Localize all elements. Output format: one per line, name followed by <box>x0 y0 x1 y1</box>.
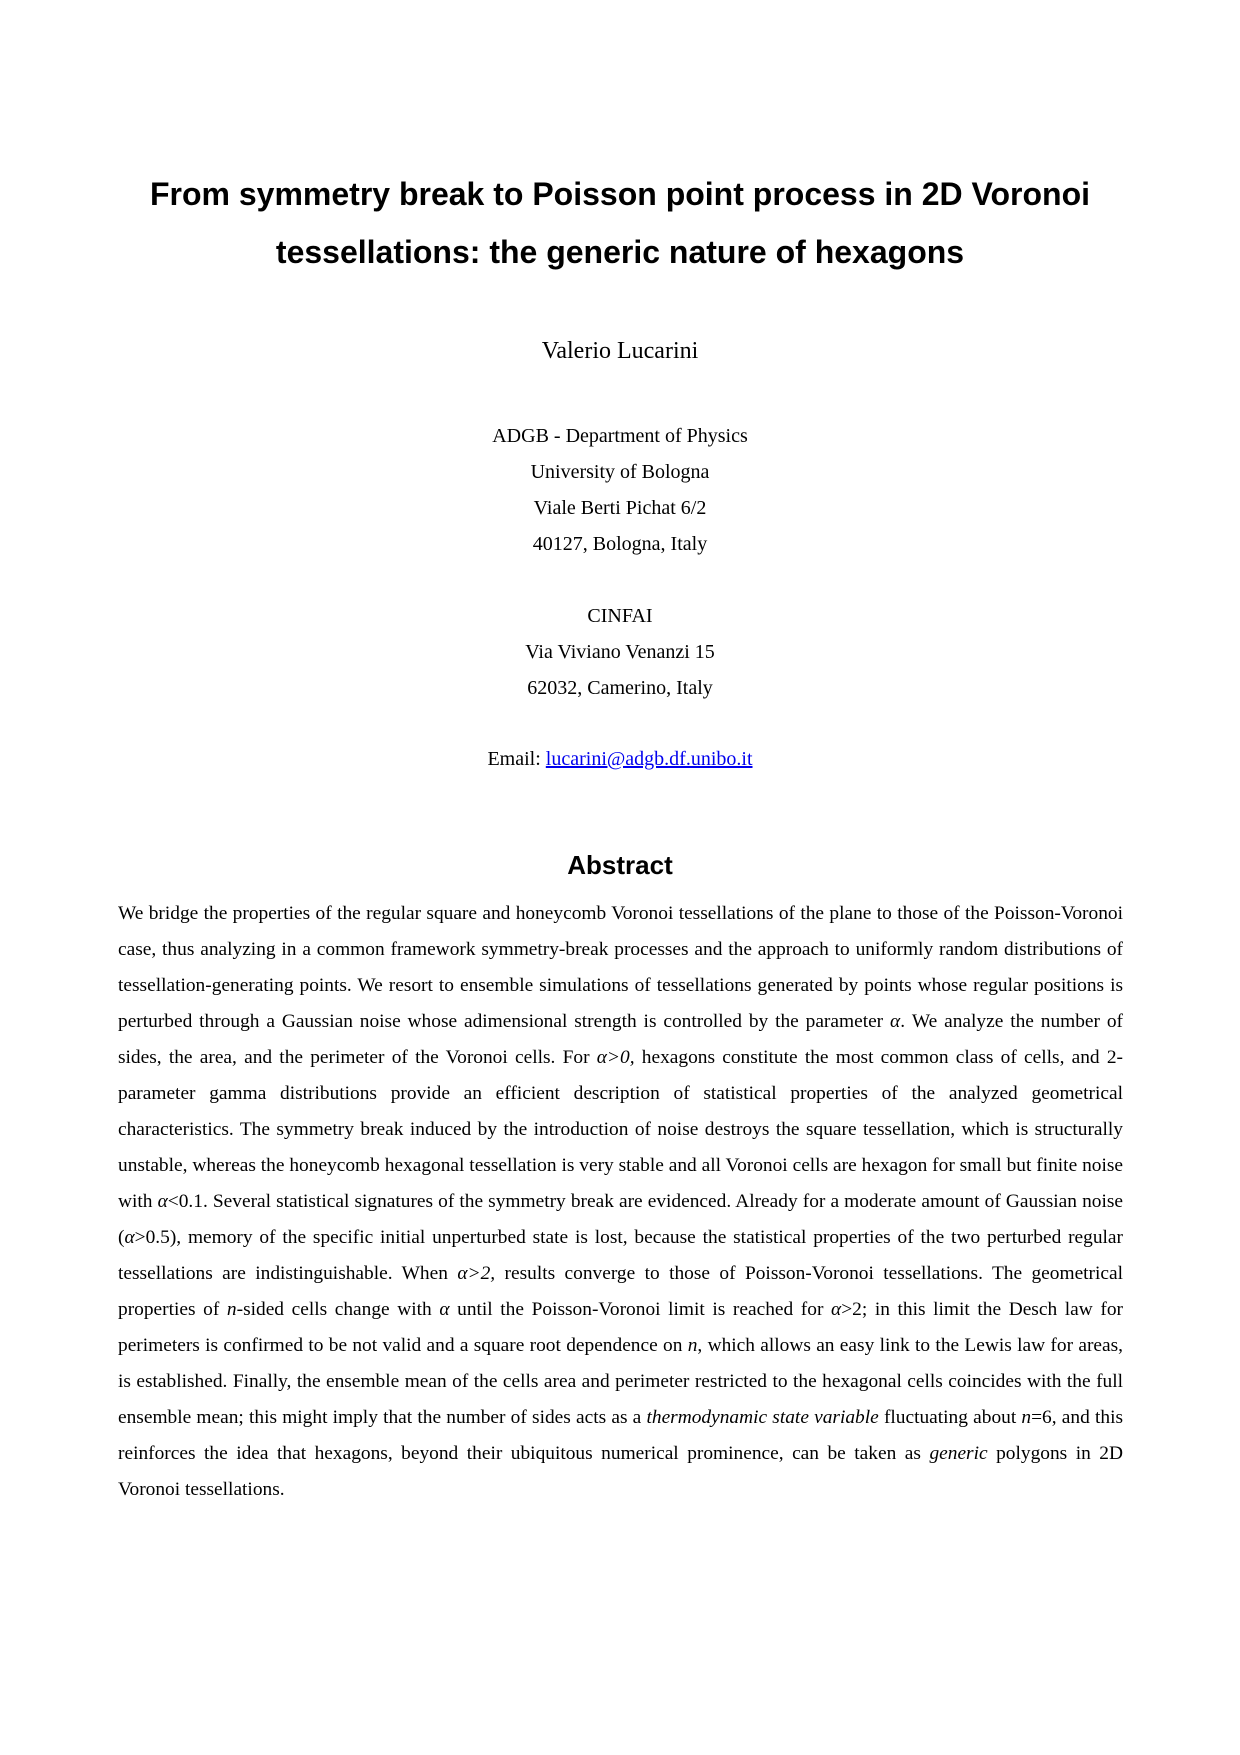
abstract-text: , which allows an easy link to the Lewis law for areas, is established. Finally, the ensemble mean of the cells area and perimeter restricted to the hexagonal cells coincides with the full ensemble mean; this might imply that the number of sides acts as a <box>118 1335 1124 1428</box>
alpha-symbol: α <box>124 1227 135 1248</box>
author-name: Valerio Lucarini <box>541 338 699 364</box>
title-line-2: tessellations: the generic nature of hexagons <box>275 234 965 270</box>
affiliation-1-line: Viale Berti Pichat 6/2 <box>533 497 707 519</box>
abstract-text: results converge to those of Poisson-Voronoi tessellations. The geometrical properties of <box>118 1263 1124 1320</box>
alpha-symbol: α <box>890 1011 901 1032</box>
abstract-text: =6, and this reinforces the idea that hexagons, beyond their ubiquitous numerical prominence, can be taken as <box>118 1407 1124 1464</box>
emphasis-text: generic <box>929 1443 988 1464</box>
email-link[interactable]: lucarini@adgb.df.unibo.it <box>545 748 753 770</box>
abstract-text: fluctuating about <box>878 1407 1022 1428</box>
abstract-text: We bridge the properties of the regular square and honeycomb Voronoi tessellations of the plane to those of the Poisson-Voronoi case, thus analyzing in a common framework symmetry-break processes and the approach to uniformly random distributions of tessellation-generating points. We resort to ensemble simulations of tessellations generated by points whose regular positions is perturbed through a Gaussian noise whose adimensional strength is controlled by the parameter <box>118 903 1123 1032</box>
abstract-text: >2; in this limit the Desch law for perimeters is confirmed to be not valid and a square root dependence on <box>118 1299 1123 1356</box>
abstract-text: hexagons constitute the most common class of cells, and 2-parameter gamma distributions provide an efficient description of statistical properties of the analyzed geometrical characteristics. The symmetry break induced by the introduction of noise destroys the square tessellation, which is structurally unstable, whereas the honeycomb hexagonal tessellation is very stable and all Voronoi cells are hexagon for small but finite noise with <box>118 1047 1123 1212</box>
abstract-text: . We analyze the number of sides, the area, and the perimeter of the Voronoi cells. For <box>118 1011 1123 1068</box>
alpha-condition: α>2, <box>457 1263 496 1284</box>
abstract-text: polygons in 2D Voronoi tessellations. <box>118 1443 1124 1500</box>
affiliation-1-line: ADGB - Department of Physics <box>492 425 748 447</box>
alpha-condition: α>0, <box>596 1047 635 1068</box>
email-line <box>0 744 1240 774</box>
affiliation-2-line: 62032, Camerino, Italy <box>527 677 713 699</box>
affiliation-1 <box>0 418 1240 562</box>
abstract-text: -sided cells change with <box>236 1299 440 1320</box>
n-symbol: n <box>687 1335 698 1356</box>
n-symbol: n <box>226 1299 237 1320</box>
affiliation-2-line: Via Viviano Venanzi 15 <box>525 641 715 663</box>
title-line-1: From symmetry break to Poisson point process in 2D Voronoi <box>149 176 1091 212</box>
abstract-text: <0.1. Several statistical signatures of the symmetry break are evidenced. Already for a moderate amount of Gaussian noise ( <box>118 1191 1123 1248</box>
abstract-heading: Abstract <box>567 850 673 880</box>
emphasis-text: thermodynamic state variable <box>646 1407 879 1428</box>
abstract-body <box>118 896 1123 1508</box>
email-label: Email: <box>487 748 541 770</box>
abstract-text: >0.5), memory of the specific initial unperturbed state is lost, because the statistical properties of the two perturbed regular tessellations are indistinguishable. When <box>118 1227 1123 1284</box>
alpha-symbol: α <box>831 1299 842 1320</box>
alpha-symbol: α <box>439 1299 450 1320</box>
paper-title <box>100 165 1140 281</box>
affiliation-1-line: 40127, Bologna, Italy <box>532 533 708 555</box>
alpha-symbol: α <box>157 1191 168 1212</box>
affiliation-2-line: CINFAI <box>587 605 653 627</box>
n-symbol: n <box>1021 1407 1032 1428</box>
abstract-text: until the Poisson-Voronoi limit is reached for <box>449 1299 832 1320</box>
affiliation-2 <box>0 598 1240 706</box>
affiliation-1-line: University of Bologna <box>530 461 710 483</box>
